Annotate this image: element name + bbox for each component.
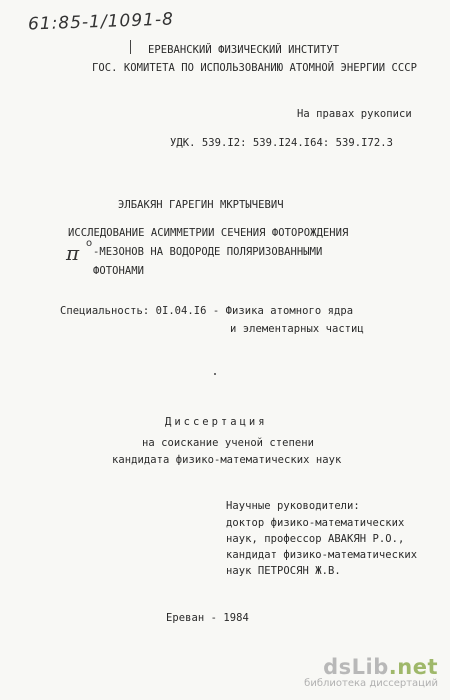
watermark-subtitle: библиотека диссертаций: [304, 678, 438, 689]
watermark-logo-main: dsLib: [323, 655, 389, 679]
pi-symbol: π: [66, 241, 80, 265]
supervisor-line-3: кандидат физико-математических: [226, 549, 418, 561]
supervisor-line-1: доктор физико-математических: [226, 517, 405, 529]
supervisor-line-2: наук, профессор АВАКЯН Р.О.,: [226, 533, 405, 545]
title-line-3: ФОТОНАМИ: [93, 265, 144, 277]
title-line-2: -МЕЗОНОВ НА ВОДОРОДЕ ПОЛЯРИЗОВАННЫМИ: [93, 246, 323, 258]
watermark-logo-tld: .net: [388, 655, 438, 679]
handwritten-mark: [130, 40, 138, 54]
dissertation-line-1: на соискание ученой степени: [142, 437, 315, 449]
institute-name: ЕРЕВАНСКИЙ ФИЗИЧЕСКИЙ ИНСТИТУТ: [148, 44, 340, 56]
institute-committee: ГОС. КОМИТЕТА ПО ИСПОЛЬЗОВАНИЮ АТОМНОЙ ЭНЕРГИИ СССР: [92, 62, 417, 74]
handwritten-archive-code: 61:85-1/1091-8: [27, 9, 175, 35]
city-year: Ереван - 1984: [166, 612, 249, 624]
dissertation-heading: Диссертация: [165, 416, 268, 428]
dissertation-line-2: кандидата физико-математических наук: [112, 454, 342, 466]
specialty-line-2: и элементарных частиц: [230, 323, 364, 335]
author-name: ЭЛБАКЯН ГАРЕГИН МКРТЫЧЕВИЧ: [118, 199, 284, 211]
rights-notice: На правах рукописи: [297, 108, 412, 120]
stray-mark: [214, 373, 216, 375]
watermark-logo: [304, 656, 438, 678]
watermark: [304, 656, 438, 690]
specialty-line-1: Специальность: 0I.04.I6 - Физика атомного ядра: [60, 305, 354, 317]
pi-superscript: o: [86, 238, 93, 249]
supervisors-heading: Научные руководители:: [226, 500, 360, 512]
udk-code: УДК. 539.I2: 539.I24.I64: 539.I72.3: [170, 137, 394, 149]
supervisor-line-4: наук ПЕТРОСЯН Ж.В.: [226, 565, 341, 577]
title-line-1: ИССЛЕДОВАНИЕ АСИММЕТРИИ СЕЧЕНИЯ ФОТОРОЖДЕНИЯ: [68, 227, 349, 239]
